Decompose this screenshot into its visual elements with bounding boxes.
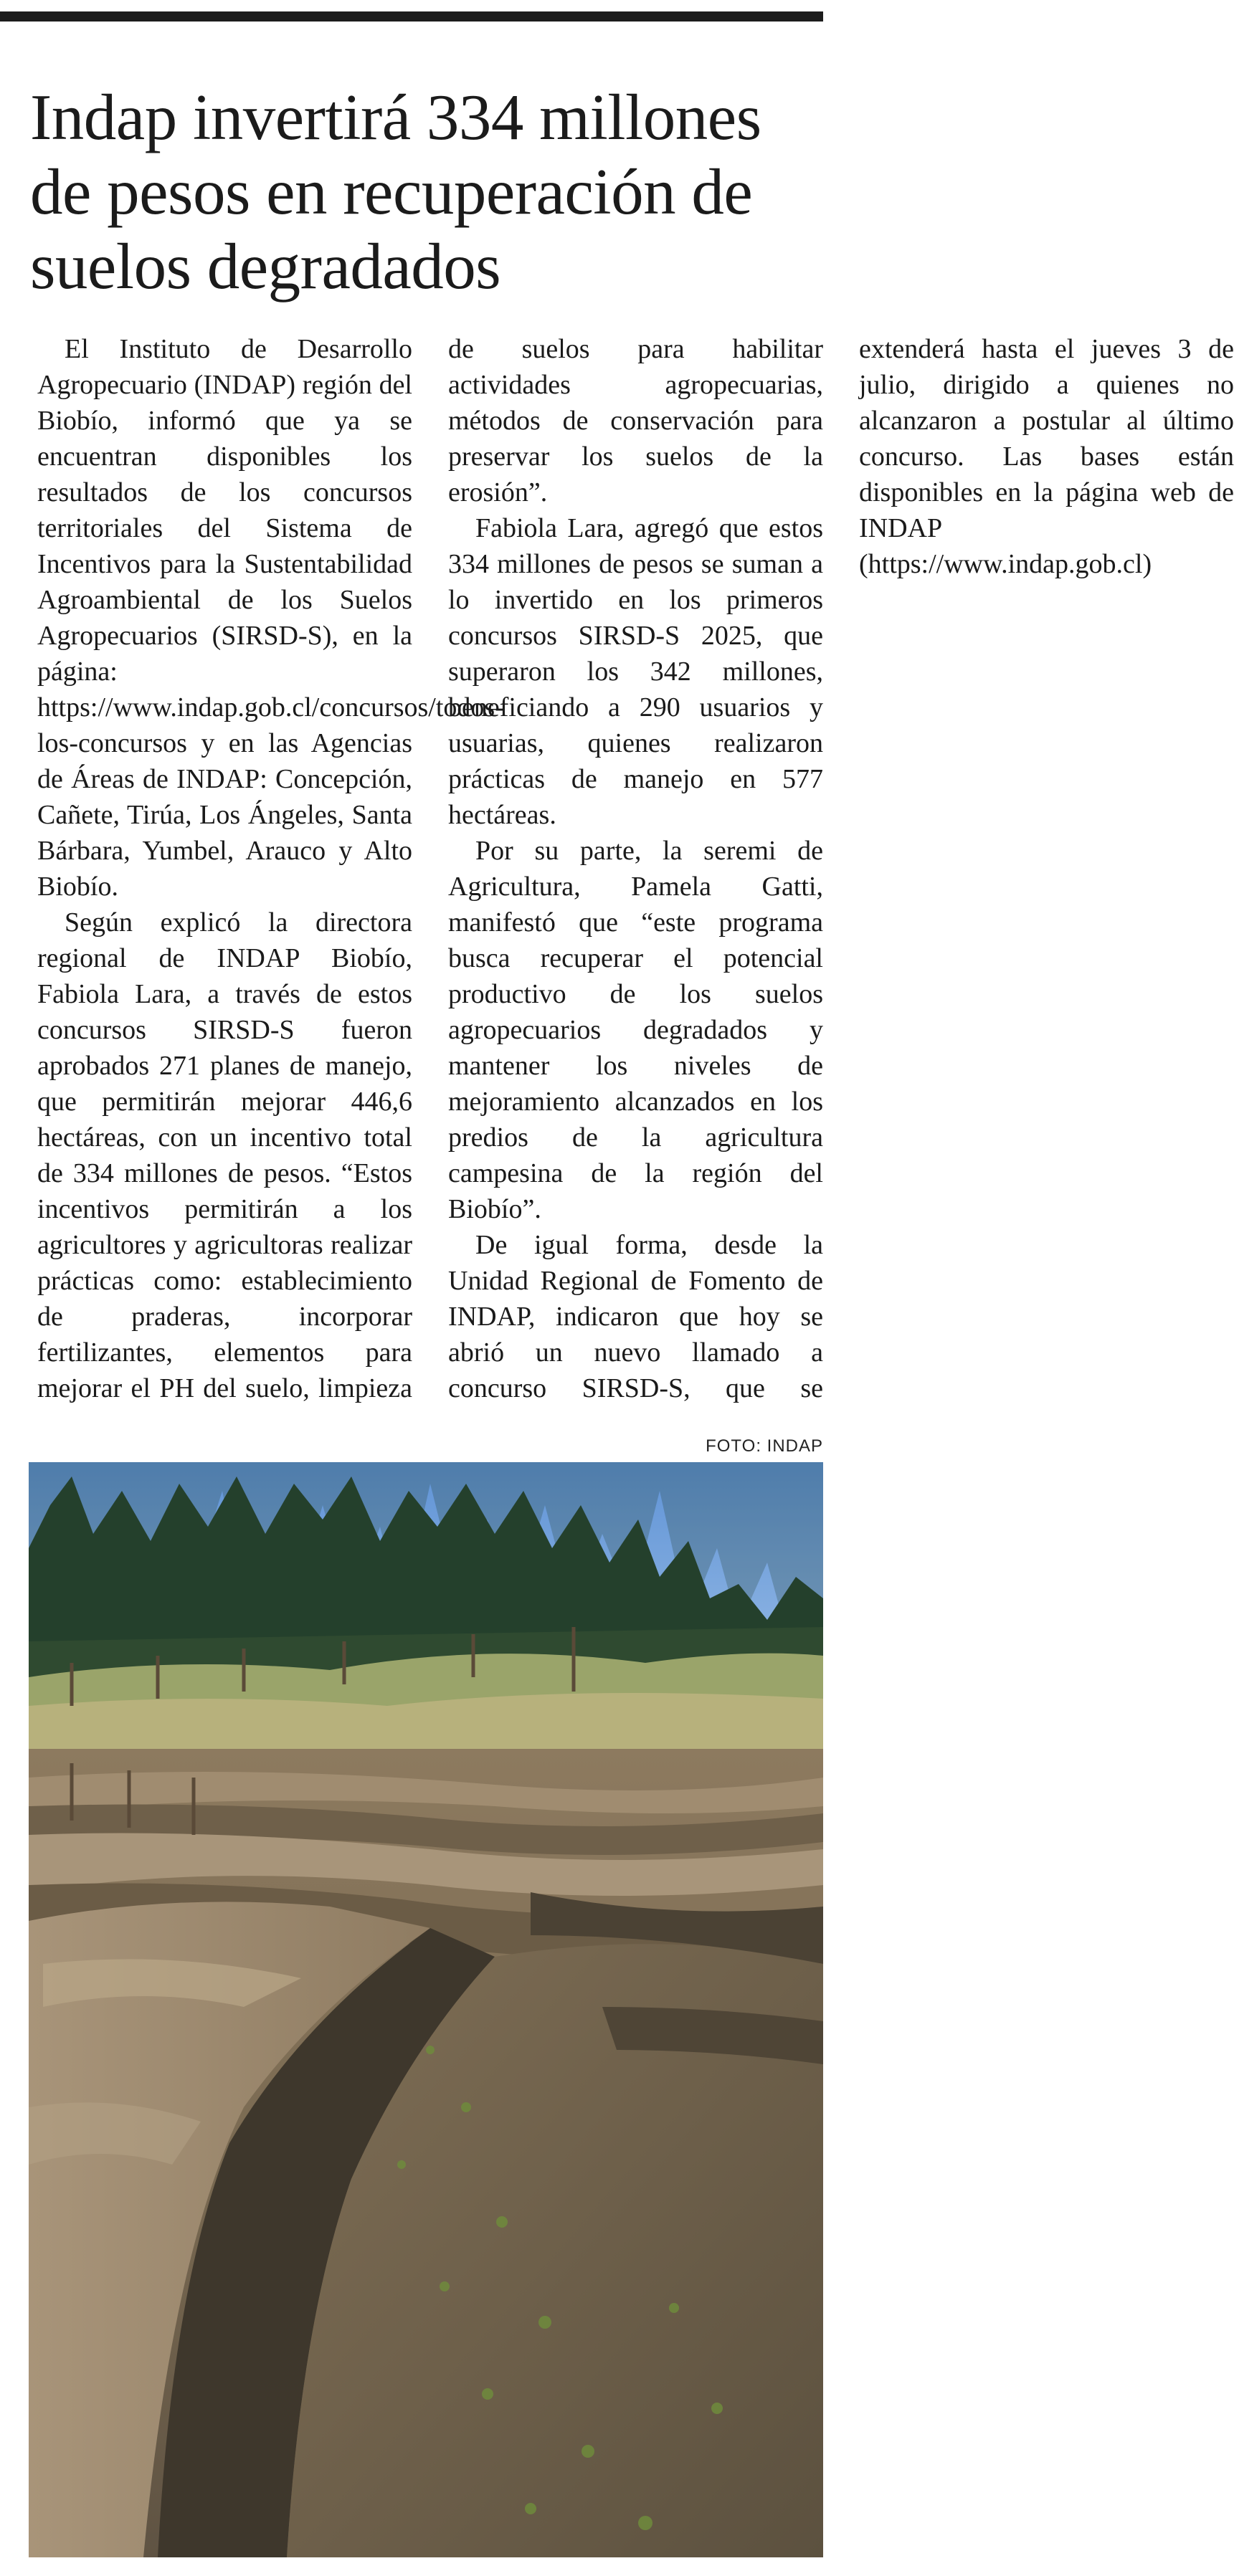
article-photo (29, 1462, 823, 2557)
header-rule (0, 11, 823, 22)
body-paragraph: Según explicó la directora regional de INDAP Biobío, Fabiola Lara, a través de estos concursos SIRSD-S fueron aprobados 271 planes de manejo, que permitirán mejorar 446,6 hectáreas, con un incentivo total de 334 millones de pesos. “Estos incentivos permitirán a los agricultores y agricultoras realizar prácticas como: establecimiento de praderas, incorporar fertilizantes, elementos para mejorar el PH del suelo, limpieza de suelos para habilitar actividades agropecuarias, métodos de conservación para preservar los suelos de la erosión”. (37, 334, 823, 1403)
body-paragraph: Por su parte, la seremi de Agricultura, Pamela Gatti, manifestó que “este programa busca recuperar el potencial productivo de los suelos agropecuarios degradados y mantener los niveles de mejoramiento alcanzados en los predios de la agricultura campesina de la región del Biobío”. (448, 836, 823, 1224)
article-body (37, 331, 1234, 1421)
article-headline: Indap invertirá 334 millones de pesos en recuperación de suelos degradados (30, 81, 761, 302)
body-paragraph: El Instituto de Desarrollo Agropecuario (INDAP) región del Biobío, informó que ya se encuentran disponibles los resultados de los concursos territoriales del Sistema de Incentivos para la Sustentabilidad Agroambiental de los Suelos Agropecuarios (SIRSD-S), en la página: https://www.indap.gob.cl/concursos/todos-los-concursos y en las Agencias de Áreas de INDAP: Concepción, Cañete, Tirúa, Los Ángeles, Santa Bárbara, Yumbel, Arauco y Alto Biobío. (37, 334, 504, 902)
photo-credit: FOTO: INDAP (706, 1436, 823, 1456)
body-paragraph: Fabiola Lara, agregó que estos 334 millones de pesos se suman a lo invertido en los primeros concursos SIRSD-S 2025, que superaron los 342 millones, beneficiando a 290 usuarios y usuarias, quienes realizaron prácticas de manejo en 577 hectáreas. (448, 513, 823, 830)
body-paragraph: De igual forma, desde la Unidad Regional de Fomento de INDAP, indicaron que hoy se abrió un nuevo llamado a concurso SIRSD-S, que se extenderá hasta el jueves 3 de julio, dirigido a quienes no alcanzaron a postular al último concurso. Las bases están disponibles en la página web de INDAP (https://www.indap.gob.cl) (448, 334, 1234, 1403)
